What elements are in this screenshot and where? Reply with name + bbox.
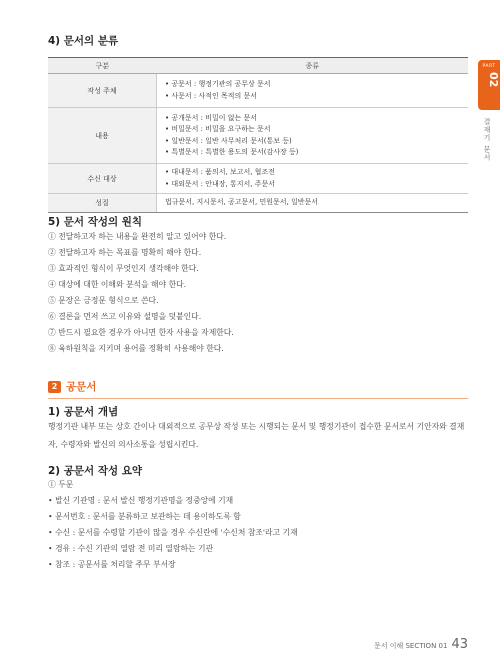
list-item: • 수신 : 문서를 수령할 기관이 많을 경우 수신란에 '수신처 참조'라고 기재 bbox=[48, 528, 298, 537]
table-row bbox=[48, 164, 468, 194]
table-row bbox=[48, 108, 468, 164]
list-item: • 경유 : 수신 기관의 열람 전 미리 열람하는 기관 bbox=[48, 544, 214, 553]
row-items bbox=[157, 108, 469, 164]
table-row bbox=[48, 74, 468, 108]
list-item: • 공개문서 : 비밀이 없는 문서 bbox=[165, 113, 257, 122]
classification-table bbox=[48, 57, 468, 213]
section-heading: 4) 문서의 분류 bbox=[48, 35, 119, 47]
list-item: • 사문서 : 사적인 목적의 문서 bbox=[165, 91, 257, 100]
subsection-heading: 2) 공문서 작성 요약 bbox=[48, 465, 143, 477]
part-title: 공문서 bbox=[66, 381, 97, 393]
table-row bbox=[48, 194, 468, 213]
page-footer bbox=[374, 637, 468, 652]
summary-list bbox=[48, 477, 298, 573]
list-item: ⑤ 문장은 긍정문 형식으로 쓴다. bbox=[48, 296, 159, 305]
list-item: • 비밀문서 : 비밀을 요구하는 문서 bbox=[165, 125, 271, 133]
list-item: • 대외문서 : 안내장, 통지서, 주문서 bbox=[165, 179, 275, 188]
list-item: 법규문서, 지시문서, 공고문서, 민원문서, 일반문서 bbox=[165, 198, 319, 206]
list-item: • 공문서 : 행정기관의 공무상 문서 bbox=[165, 80, 271, 88]
part-label: PART bbox=[482, 64, 496, 69]
list-item: ③ 효과적인 형식이 무엇인지 생각해야 한다. bbox=[48, 264, 199, 273]
list-item: ⑧ 육하원칙을 지키며 용어를 정확히 사용해야 한다. bbox=[48, 344, 224, 353]
row-items bbox=[157, 194, 469, 213]
concept-paragraph: 행정기관 내부 또는 상호 간이나 대외적으로 공무상 작성 또는 시행되는 문서 및 행정기관이 접수한 문서로서 기안자와 결재자, 수령자와 발신의 의사소통을 성립시킨다. bbox=[48, 422, 465, 449]
list-item: ⑦ 반드시 필요한 경우가 아니면 한자 사용을 자제한다. bbox=[48, 328, 234, 337]
list-item: ⑥ 결론을 먼저 쓰고 이유와 설명을 덧붙인다. bbox=[48, 312, 202, 321]
chapter-side-label: 결재기 문서 bbox=[483, 118, 491, 162]
list-item: • 문서번호 : 문서를 분류하고 보관하는 데 용이하도록 함 bbox=[48, 512, 241, 521]
page-number: 43 bbox=[451, 637, 468, 652]
list-item: • 일반문서 : 일반 사무처리 문서(통보 등) bbox=[165, 136, 292, 145]
table-header-types: 종류 bbox=[157, 58, 469, 74]
divider bbox=[48, 398, 468, 399]
subsection-heading: 1) 공문서 개념 bbox=[48, 406, 119, 418]
part-heading bbox=[48, 379, 96, 394]
row-items bbox=[157, 74, 469, 108]
list-item: • 발신 기관명 : 문서 발신 행정기관명을 정중앙에 기재 bbox=[48, 496, 234, 505]
list-subheading: ① 두문 bbox=[48, 480, 74, 489]
list-item: ④ 대상에 대한 이해와 분석을 해야 한다. bbox=[48, 280, 187, 289]
row-category: 수신 대상 bbox=[48, 164, 157, 194]
principles-list bbox=[48, 229, 234, 357]
row-category: 작성 주체 bbox=[48, 74, 157, 108]
row-category: 내용 bbox=[48, 108, 157, 164]
part-number-badge: 2 bbox=[48, 381, 61, 393]
list-item: • 참조 : 공문서를 처리할 주무 부서장 bbox=[48, 560, 176, 569]
part-side-tab bbox=[478, 60, 500, 110]
table-header-category: 구분 bbox=[48, 58, 157, 74]
list-item: • 대내문서 : 품의서, 보고서, 협조전 bbox=[165, 168, 275, 176]
footer-text: 문서 이해 SECTION 01 bbox=[373, 642, 448, 650]
list-item: ② 전달하고자 하는 목표를 명확히 해야 한다. bbox=[48, 248, 202, 257]
row-category: 성질 bbox=[48, 194, 157, 213]
section-heading: 5) 문서 작성의 원칙 bbox=[48, 216, 143, 228]
part-number: 02 bbox=[487, 72, 500, 88]
row-items bbox=[157, 164, 469, 194]
list-item: • 특별문서 : 특별한 용도의 문서(감사장 등) bbox=[165, 148, 299, 156]
list-item: ① 전달하고자 하는 내용을 완전히 알고 있어야 한다. bbox=[48, 232, 227, 241]
